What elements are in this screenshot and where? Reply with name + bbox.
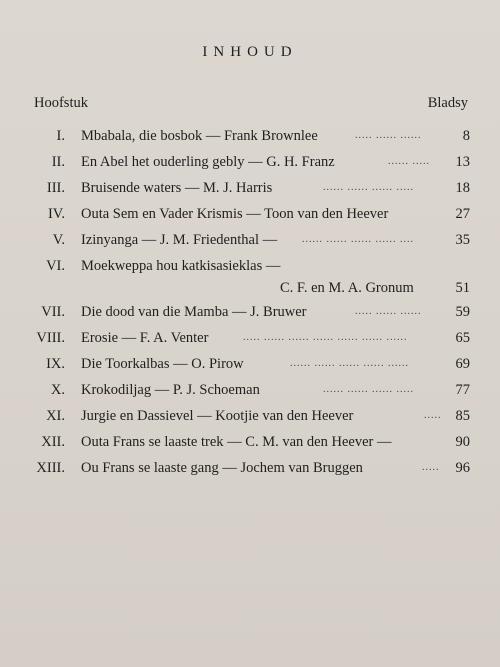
page-number: 35 <box>455 232 470 248</box>
page-title: INHOUD <box>202 44 298 60</box>
page-number: 96 <box>455 460 470 476</box>
chapter-number: V. <box>52 232 65 248</box>
chapter-title: Mbabala, die bosbok — Frank Brownlee <box>81 128 318 144</box>
toc-entry <box>0 326 500 352</box>
chapter-title: Die Toorkalbas — O. Pirow <box>81 356 244 372</box>
page-column-heading: Bladsy <box>427 95 468 111</box>
chapter-title: Die dood van die Mamba — J. Bruwer <box>81 304 307 320</box>
page-number: 13 <box>455 154 470 170</box>
toc-entry <box>0 254 500 300</box>
page-number: 69 <box>455 356 470 372</box>
chapter-column-heading: Hoofstuk <box>34 95 88 111</box>
dot-leader: ...... ...... ...... ...... ...... <box>290 358 409 369</box>
chapter-number: IV. <box>47 206 65 222</box>
chapter-number: VIII. <box>36 330 65 346</box>
toc-entry <box>0 404 500 430</box>
chapter-number: II. <box>51 154 65 170</box>
page-number: 65 <box>455 330 470 346</box>
dot-leader: ..... <box>422 462 440 473</box>
chapter-number: VII. <box>41 304 65 320</box>
page-number: 85 <box>455 408 470 424</box>
page-number: 59 <box>455 304 470 320</box>
table-of-contents <box>0 124 500 482</box>
chapter-number: XII. <box>41 434 65 450</box>
chapter-title: En Abel het ouderling gebly — G. H. Franz <box>81 154 335 170</box>
chapter-number: XIII. <box>36 460 65 476</box>
page-number: 8 <box>462 128 470 144</box>
chapter-title: Outa Frans se laaste trek — C. M. van den Heever — <box>81 434 392 450</box>
toc-entry <box>0 378 500 404</box>
toc-entry <box>0 352 500 378</box>
chapter-title: Moekweppa hou katkisasieklas — <box>81 258 281 274</box>
dot-leader: ...... ...... ...... ..... <box>323 384 414 395</box>
chapter-number: X. <box>50 382 65 398</box>
chapter-number: IX. <box>46 356 65 372</box>
chapter-title: Izinyanga — J. M. Friedenthal — <box>81 232 278 248</box>
toc-entry <box>0 228 500 254</box>
toc-entry <box>0 176 500 202</box>
chapter-title: Krokodiljag — P. J. Schoeman <box>81 382 260 398</box>
chapter-title: Outa Sem en Vader Krismis — Toon van den Heever <box>81 206 389 222</box>
page-number: 51 <box>455 280 470 296</box>
toc-entry <box>0 150 500 176</box>
toc-entry <box>0 124 500 150</box>
chapter-number: III. <box>46 180 65 196</box>
dot-leader: ...... ...... ...... ...... .... <box>302 234 414 245</box>
dot-leader: ..... ...... ...... <box>355 306 422 317</box>
dot-leader: ..... ...... ...... <box>355 130 422 141</box>
dot-leader: ..... <box>424 410 442 421</box>
dot-leader: ..... ...... ...... ...... ...... ...... ...... <box>243 332 408 343</box>
page-number: 18 <box>455 180 470 196</box>
page-number: 77 <box>455 382 470 398</box>
toc-entry <box>0 300 500 326</box>
chapter-author: C. F. en M. A. Gronum <box>280 280 414 296</box>
chapter-title: Erosie — F. A. Venter <box>81 330 209 346</box>
chapter-title: Jurgie en Dassievel — Kootjie van den Heever <box>81 408 354 424</box>
dot-leader: ...... ...... ...... ..... <box>323 182 414 193</box>
page-number: 27 <box>455 206 470 222</box>
toc-entry <box>0 202 500 228</box>
chapter-title: Ou Frans se laaste gang — Jochem van Bruggen <box>81 460 363 476</box>
dot-leader: ...... ..... <box>388 156 430 167</box>
chapter-number: VI. <box>46 258 65 274</box>
chapter-number: I. <box>56 128 65 144</box>
chapter-title: Bruisende waters — M. J. Harris <box>81 180 273 196</box>
toc-entry <box>0 456 500 482</box>
chapter-number: XI. <box>46 408 65 424</box>
toc-entry <box>0 430 500 456</box>
page-number: 90 <box>455 434 470 450</box>
